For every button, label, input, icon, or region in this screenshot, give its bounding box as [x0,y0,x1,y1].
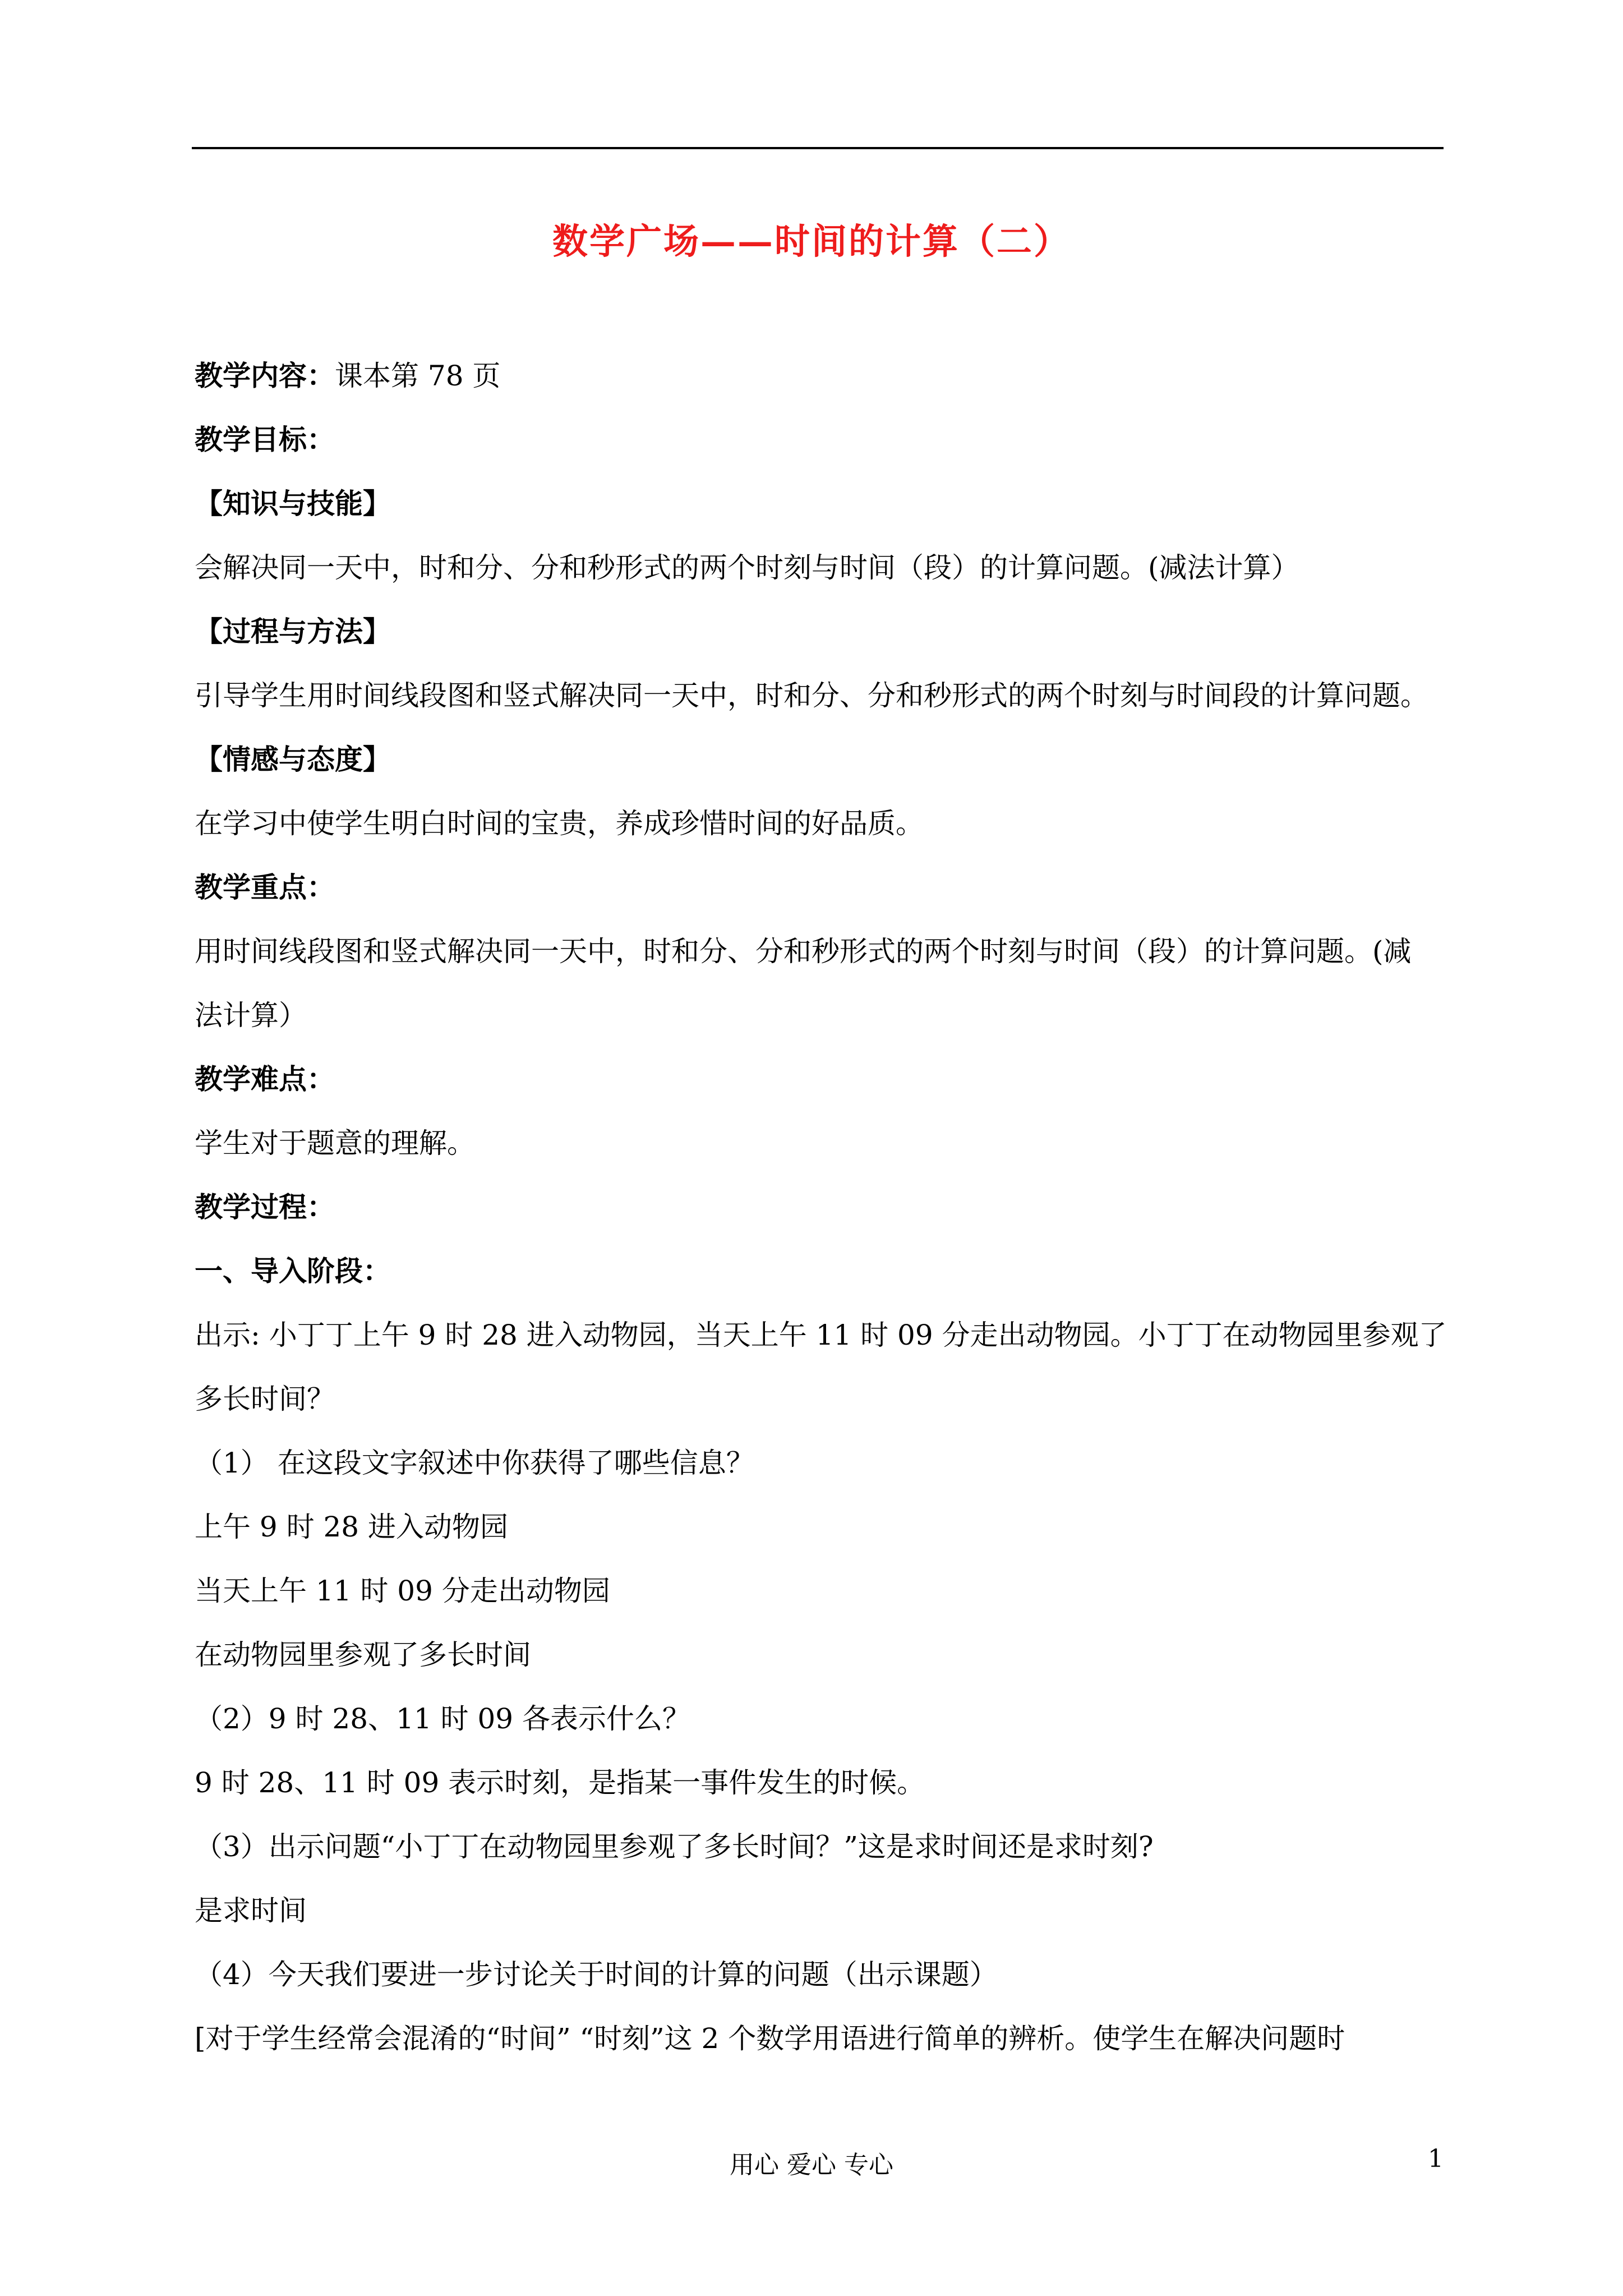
key-point-heading: 教学重点： [195,871,335,904]
question-1: （1） 在这段文字叙述中你获得了哪些信息？ [195,1447,754,1479]
page-number: 1 [1428,2145,1444,2173]
key-point-line1: 用时间线段图和竖式解决同一天中，时和分、分和秒形式的两个时刻与时间（段）的计算问题。(减 [195,935,1412,968]
content-value: 课本第 78 页 [335,360,501,392]
knowledge-heading: 【知识与技能】 [195,487,391,520]
question-3: （3）出示问题“小丁丁在动物园里参观了多长时间？”这是求时间还是求时刻? [195,1830,1154,1863]
footer-motto: 用心 爱心 专心 [730,2151,893,2179]
answer-1-item: 上午 9 时 28 进入动物园 [195,1511,509,1543]
content-label: 教学内容： [195,359,335,392]
intro-line2: 多长时间？ [195,1383,335,1415]
answer-2: 9 时 28、11 时 09 表示时刻，是指某一事件发生的时候。 [195,1766,925,1799]
content-line [195,359,500,393]
difficulty-text: 学生对于题意的理解。 [195,1127,475,1159]
question-2: （2）9 时 28、11 时 09 各表示什么？ [195,1703,690,1735]
process-text: 引导学生用时间线段图和竖式解决同一天中，时和分、分和秒形式的两个时刻与时间段的计算问题。 [195,679,1428,712]
goals-heading: 教学目标： [195,423,335,456]
emotion-text: 在学习中使学生明白时间的宝贵，养成珍惜时间的好品质。 [195,807,924,840]
knowledge-text: 会解决同一天中，时和分、分和秒形式的两个时刻与时间（段）的计算问题。(减法计算） [195,551,1299,584]
answer-1-item: 在动物园里参观了多长时间 [195,1639,531,1671]
answer-1-item: 当天上午 11 时 09 分走出动物园 [195,1575,610,1607]
difficulty-heading: 教学难点： [195,1062,335,1096]
process-heading: 【过程与方法】 [195,615,391,648]
header-rule [192,147,1444,149]
intro-line1: 出示: 小丁丁上午 9 时 28 进入动物园，当天上午 11 时 09 分走出动物园。小丁丁在动物园里参观了 [195,1319,1447,1351]
answer-3: 是求时间 [195,1894,307,1927]
key-point-line2: 法计算） [195,999,307,1032]
page-title: 数学广场——时间的计算（二） [552,220,1071,262]
stage1-heading: 一、导入阶段： [195,1254,391,1287]
emotion-heading: 【情感与态度】 [195,743,391,776]
question-4: （4）今天我们要进一步讨论关于时间的计算的问题（出示课题） [195,1958,998,1991]
note-line: [对于学生经常会混淆的“时间” “时刻”这 2 个数学用语进行简单的辨析。使学生在解决问题时 [195,2022,1345,2055]
procedure-heading: 教学过程： [195,1190,335,1223]
